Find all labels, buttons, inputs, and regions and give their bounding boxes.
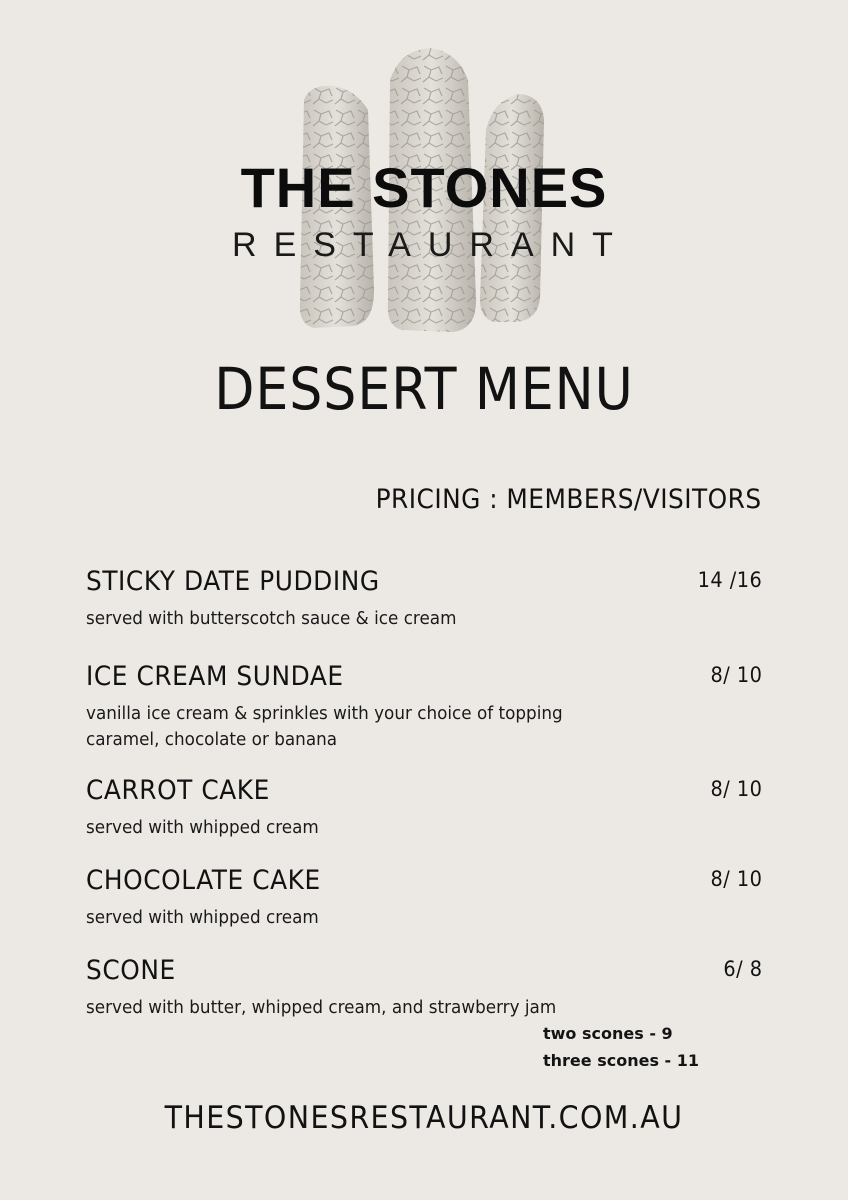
menu-item-chocolate-cake [86,865,766,931]
item-price: 14 /16 [697,568,762,592]
brand-subtitle: RESTAURANT [232,226,630,264]
item-price: 8/ 10 [710,663,762,687]
item-price: 8/ 10 [710,777,762,801]
item-description-line: caramel, chocolate or banana [86,730,338,751]
item-description: served with whipped cream [86,818,319,839]
brand-name: THE STONES [240,156,608,219]
item-name: STICKY DATE PUDDING [86,566,380,597]
item-description: served with butterscotch sauce & ice cream [86,609,457,630]
menu-item-carrot-cake [86,775,766,841]
item-description-line: vanilla ice cream & sprinkles with your choice of topping [86,704,563,725]
website-link[interactable]: THESTONESRESTAURANT.COM.AU [164,1100,684,1136]
item-price: 8/ 10 [710,867,762,891]
menu-item-scone [86,955,766,1021]
item-name: CHOCOLATE CAKE [86,865,321,896]
menu-item-ice-cream-sundae [86,661,766,753]
scone-extra-line: three scones - 11 [543,1051,700,1070]
pricing-label: PRICING : MEMBERS/VISITORS [375,484,762,515]
scone-extra-line: two scones - 9 [543,1024,673,1043]
item-name: CARROT CAKE [86,775,270,806]
menu-item-sticky-date-pudding [86,566,766,632]
menu-title: DESSERT MENU [214,355,634,423]
scone-extras [543,1020,699,1074]
item-description [86,701,739,753]
item-description: served with whipped cream [86,908,319,929]
item-name: ICE CREAM SUNDAE [86,661,344,692]
item-description: served with butter, whipped cream, and strawberry jam [86,998,557,1019]
item-name: SCONE [86,955,176,986]
item-price: 6/ 8 [722,957,762,981]
